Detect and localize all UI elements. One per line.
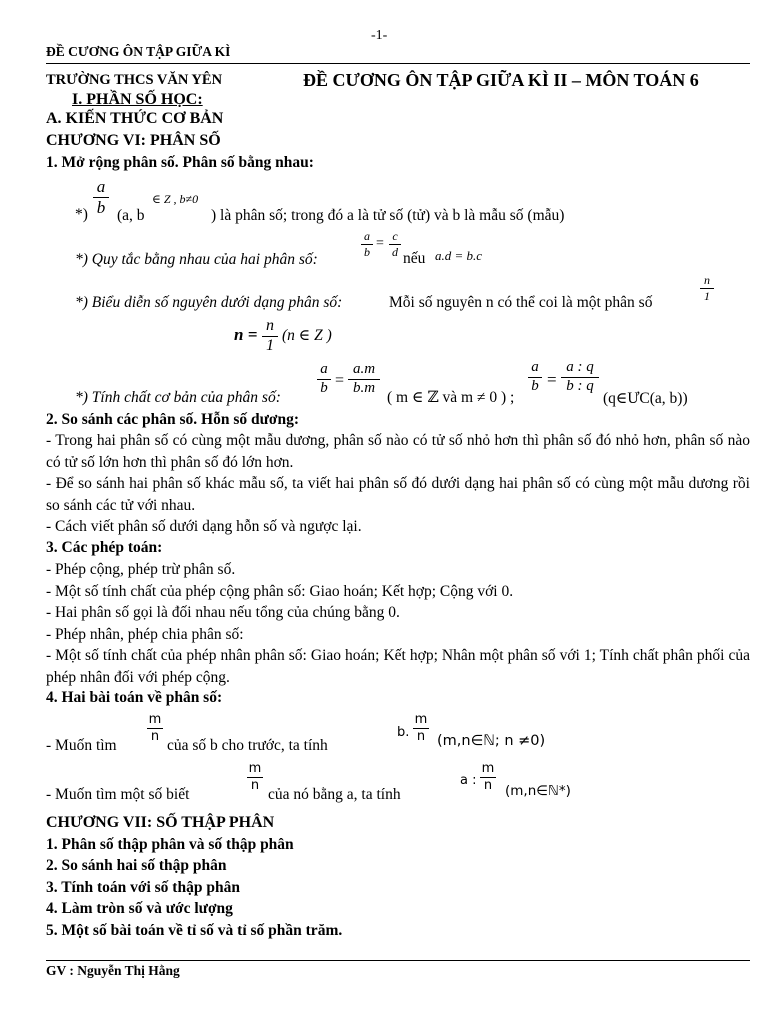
numerator: a [320, 361, 328, 377]
divide-condition: (q∈ƯC(a, b)) [603, 390, 688, 407]
denominator: 1 [704, 288, 710, 303]
fraction-problem-1-condition: (m,n∈ℕ; n ≠0) [437, 733, 546, 749]
numerator: n [266, 317, 274, 334]
fraction-n-over-1-small [700, 274, 714, 302]
fraction-a-over-b-property [317, 362, 331, 397]
fraction-params: (a, b [117, 207, 145, 224]
denominator: b : q [566, 377, 594, 394]
fraction-n-over-1 [262, 318, 278, 355]
fraction-m-over-n-result-2 [480, 762, 496, 792]
chapter-7-item: 2. So sánh hai số thập phân [46, 857, 227, 874]
section-3-heading: 3. Các phép toán: [46, 539, 163, 556]
fraction-m-over-n-2 [247, 762, 263, 792]
chapter-7-item: 5. Một số bài toán về tỉ số và tỉ số phần trăm. [46, 922, 343, 939]
footer-teacher: GV : Nguyễn Thị Hằng [46, 963, 180, 978]
comparison-paragraph-1: - Trong hai phân số có cùng một mẫu dương, phân số nào có tử số nhỏ hơn thì phân số đó nhỏ hơn, phân số nào có tử số lớn hơn thì phân số đó lớn hơn. [46, 432, 750, 471]
numerator: m [481, 761, 495, 776]
section-a-heading: A. KIẾN THỨC CƠ BẢN [46, 110, 224, 127]
running-header: ĐỀ CƯƠNG ÔN TẬP GIỮA KÌ [46, 44, 231, 59]
fraction-problem-2-mid: của nó bằng a, ta tính [268, 786, 401, 803]
fraction-condition: ∈ Z , b≠0 [152, 192, 199, 206]
header-rule [46, 63, 750, 64]
integer-formula-condition: (n ∈ Z ) [282, 327, 332, 344]
equality-rule-label: *) Quy tắc bằng nhau của hai phân số: [75, 251, 318, 268]
operations-item-3: - Hai phân số gọi là đối nhau nếu tổng của chúng bằng 0. [46, 604, 400, 621]
denominator: n [416, 728, 426, 744]
comparison-paragraph-2: - Để so sánh hai phân số khác mẫu số, ta viết hai phân số đó dưới dạng hai phân số có cùng một mẫu dương rồi so sánh các tử với nhau. [46, 475, 750, 514]
numerator: m [414, 712, 428, 727]
numerator: c [392, 229, 398, 243]
numerator: m [248, 761, 262, 776]
bullet-marker: *) [75, 206, 88, 223]
denominator: b [531, 377, 539, 394]
numerator: m [148, 712, 162, 727]
fraction-a-over-b [93, 178, 109, 217]
integer-formula-lhs: n = [234, 325, 258, 344]
multiply-condition: ( m ∈ ℤ và m ≠ 0 ) ; [387, 389, 515, 406]
condition-word: nếu [403, 250, 426, 267]
chapter-7-item: 3. Tính toán với số thập phân [46, 879, 240, 896]
fraction-a-over-b-small [361, 230, 373, 258]
numerator: a [364, 229, 370, 243]
fraction-m-over-n [147, 713, 163, 743]
operations-item-1: - Phép cộng, phép trừ phân số. [46, 561, 236, 578]
fraction-problem-1-start: - Muốn tìm [46, 737, 117, 754]
cross-product-condition: a.d = b.c [435, 248, 483, 263]
section-1-heading: 1. Mở rộng phân số. Phân số bằng nhau: [46, 154, 314, 171]
integer-representation-label: *) Biểu diễn số nguyên dưới dạng phân số: [75, 294, 343, 311]
denominator: d [392, 244, 398, 259]
fraction-aq-over-bq [561, 360, 599, 395]
numerator: n [704, 273, 710, 287]
numerator: a : q [566, 359, 594, 375]
numerator: a [531, 359, 539, 375]
chapter-7-heading: CHƯƠNG VII: SỐ THẬP PHÂN [46, 814, 275, 831]
comparison-paragraph-3: - Cách viết phân số dưới dạng hỗn số và ngược lại. [46, 518, 362, 535]
a-divide: a : [460, 773, 477, 788]
operations-item-5: - Một số tính chất của phép nhân phân số: Giao hoán; Kết hợp; Nhân một phân số với 1; Tính chất phân phối của phép nhân đối với phép cộng. [46, 647, 750, 686]
part-heading: I. PHẦN SỐ HỌC: [72, 91, 203, 108]
denominator: b [364, 244, 370, 259]
chapter-7-item: 1. Phân số thập phân và số thập phân [46, 836, 294, 853]
fraction-definition-text: ) là phân số; trong đó a là tử số (tử) và b là mẫu số (mẫu) [211, 207, 565, 224]
operations-item-4: - Phép nhân, phép chia phân số: [46, 626, 244, 643]
fraction-c-over-d [389, 230, 401, 258]
b-multiply: b. [397, 725, 410, 740]
chapter-7-item: 4. Làm tròn số và ước lượng [46, 900, 233, 917]
denominator: b.m [352, 379, 376, 396]
numerator: a.m [352, 361, 376, 377]
equals-sign: = [376, 236, 384, 251]
fraction-a-over-b-property-2 [528, 360, 542, 395]
operations-item-2: - Một số tính chất của phép cộng phân số: Giao hoán; Kết hợp; Cộng với 0. [46, 583, 514, 600]
school-name: TRƯỜNG THCS VĂN YÊN [46, 72, 223, 88]
denominator: n [250, 777, 260, 793]
basic-property-label: *) Tính chất cơ bản của phân số: [75, 389, 281, 406]
section-4-heading: 4. Hai bài toán về phân số: [46, 689, 223, 706]
section-2-heading: 2. So sánh các phân số. Hỗn số dương: [46, 411, 300, 428]
numerator: a [96, 177, 106, 196]
fraction-problem-2-condition: (m,n∈ℕ*) [505, 783, 571, 799]
fraction-problem-1-mid: của số b cho trước, ta tính [167, 737, 328, 754]
denominator: 1 [266, 336, 274, 354]
fraction-am-over-bm [348, 362, 380, 397]
denominator: b [96, 197, 106, 217]
fraction-m-over-n-result [413, 713, 429, 743]
footer-rule [46, 960, 750, 961]
fraction-problem-2-start: - Muốn tìm một số biết [46, 786, 190, 803]
denominator: n [483, 777, 493, 793]
equals-sign: = [335, 372, 345, 389]
denominator: n [150, 728, 160, 744]
document-title: ĐỀ CƯƠNG ÔN TẬP GIỮA KÌ II – MÔN TOÁN 6 [303, 70, 699, 90]
denominator: b [320, 379, 328, 396]
chapter-6-heading: CHƯƠNG VI: PHÂN SỐ [46, 132, 221, 149]
page-number: -1- [371, 28, 388, 43]
equals-sign: = [547, 370, 557, 389]
integer-representation-text: Mỗi số nguyên n có thể coi là một phân số [389, 294, 653, 311]
